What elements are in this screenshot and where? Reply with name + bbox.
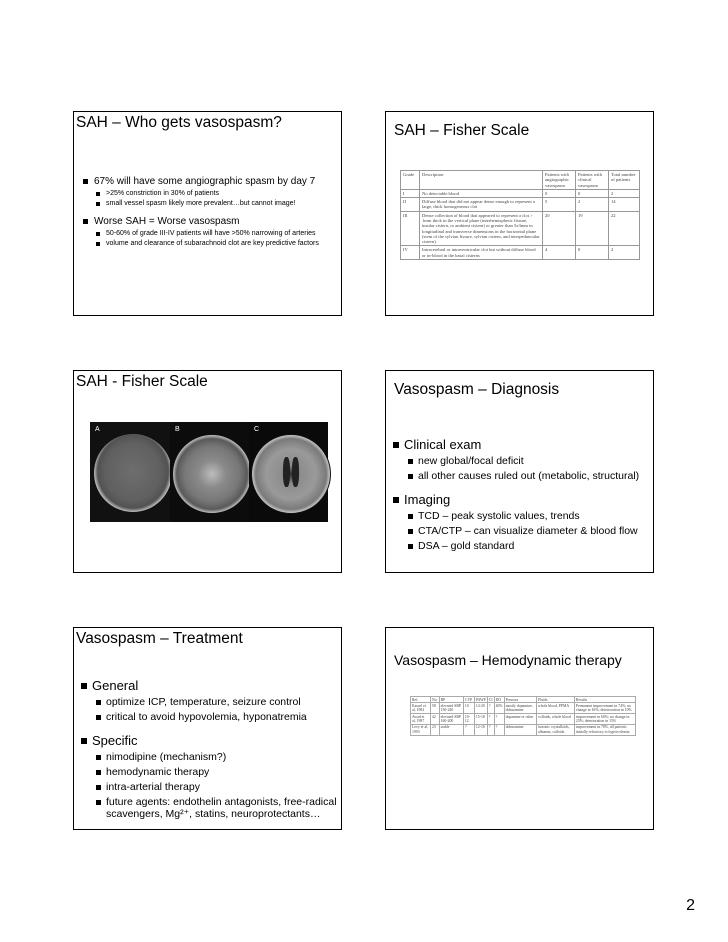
- table-cell: 20: [543, 211, 576, 246]
- table-header: Patients with angiographic vasospasm: [543, 171, 576, 190]
- table-cell: 0: [576, 189, 609, 197]
- table-header: Results: [574, 697, 635, 703]
- table-cell: ?: [463, 724, 474, 735]
- slide-4-bullet-clinical: Clinical exam: [390, 437, 649, 452]
- slide-1-title: SAH – Who gets vasospasm?: [76, 114, 282, 131]
- table-header: DO: [494, 697, 504, 703]
- table-cell: stable: [439, 724, 463, 735]
- table-cell: ?: [494, 714, 504, 725]
- slide-6-title: Vasospasm – Hemodynamic therapy: [394, 652, 622, 668]
- table-header: Grade: [401, 171, 420, 190]
- table-cell: Levy et al, 1993: [411, 724, 431, 735]
- slide-1-sub-1: >25% constriction in 30% of patients: [92, 190, 337, 197]
- table-cell: isotonic crystalloids, albumin, colloids: [537, 724, 575, 735]
- table-cell: 2: [576, 198, 609, 212]
- ct-image-a: [93, 433, 173, 513]
- table-cell: 14: [609, 198, 640, 212]
- table-cell: 12-16: [474, 724, 487, 735]
- table-cell: 5: [543, 198, 576, 212]
- slide-4-sub: CTA/CTP – can visualize diameter & blood flow: [404, 525, 649, 537]
- table-cell: 14-20: [474, 703, 487, 714]
- slide-5-sub: intra-arterial therapy: [92, 781, 337, 793]
- table-cell: 15-18: [474, 714, 487, 725]
- table-cell: 10: [463, 703, 474, 714]
- ct-image-b: [172, 434, 252, 514]
- table-cell: 42: [431, 714, 440, 725]
- slide-4: [385, 370, 654, 573]
- table-cell: 58: [431, 703, 440, 714]
- table-header: BP: [439, 697, 463, 703]
- table-header: No.: [432, 697, 438, 702]
- slide-5-sub: optimize ICP, temperature, seizure control: [92, 696, 337, 708]
- slide-5-bullet-general: General: [78, 678, 337, 693]
- table-row: [401, 211, 640, 246]
- slide-1-sub-3: 50-60% of grade III-IV patients will have >50% narrowing of arteries: [92, 230, 337, 237]
- table-row: [401, 246, 640, 260]
- table-header: Description: [420, 171, 543, 190]
- table-row: [411, 714, 636, 725]
- table-cell: 2: [609, 189, 640, 197]
- table-header: Patients with clinical vasospasm: [576, 171, 609, 190]
- slide-2: [385, 111, 654, 316]
- table-cell: No detectable blood: [420, 189, 543, 197]
- table-cell: colloids, whole blood: [537, 714, 575, 725]
- table-cell: improvement in 78%, all patients initially refractory to hypervolemia: [574, 724, 635, 735]
- table-header: Total number of patients: [609, 171, 640, 190]
- slide-1-bullet-1: 67% will have some angiographic spasm by day 7: [80, 176, 337, 187]
- table-cell: Kassel et al, 1982: [411, 703, 431, 714]
- slide-1-sub-2: small vessel spasm likely more prevalent…but cannot image!: [92, 200, 337, 207]
- slide-4-sub: DSA – gold standard: [404, 540, 649, 552]
- table-cell: whole blood, PPMA: [537, 703, 575, 714]
- slide-1: [73, 111, 342, 316]
- table-cell: Intracerebral or intraventricular clot but without diffuse blood or in-blood in the basal cisterns: [420, 246, 543, 260]
- slide-5: [73, 627, 342, 830]
- table-cell: I: [401, 189, 420, 197]
- ventricle-shape: [283, 457, 290, 487]
- table-cell: mostly dopamine, dobutamine: [504, 703, 536, 714]
- slide-3: [73, 370, 342, 573]
- table-cell: 0: [576, 246, 609, 260]
- table-header: Fluids: [537, 697, 575, 703]
- table-cell: ?: [487, 703, 494, 714]
- table-cell: 4: [543, 246, 576, 260]
- ct-image-c: [251, 434, 331, 514]
- slide-1-sub-4: volume and clearance of subarachnoid clot are key predictive factors: [92, 240, 337, 247]
- table-cell: 10-12: [463, 714, 474, 725]
- slide-5-bullet-specific: Specific: [78, 733, 337, 748]
- ventricle-shape: [292, 457, 299, 487]
- table-cell: 22: [609, 211, 640, 246]
- slide-1-bullet-2: Worse SAH = Worse vasospasm: [80, 216, 337, 227]
- slide-5-sub: critical to avoid hypovolemia, hyponatremia: [92, 711, 337, 723]
- slide-5-sub: nimodipine (mechanism?): [92, 751, 337, 763]
- table-cell: elevated SBP 150-240: [439, 703, 463, 714]
- page-number: 2: [686, 897, 695, 914]
- ct-panel-c: [249, 422, 328, 522]
- table-header: Pressors: [504, 697, 536, 703]
- ct-panel-label: B: [175, 426, 180, 433]
- ct-panel-label: A: [95, 426, 100, 433]
- table-cell: improvement in 60%; no change in 25%; deterioration in 15%: [574, 714, 635, 725]
- slide-2-title: SAH – Fisher Scale: [394, 122, 530, 139]
- hemodynamic-therapy-table: [410, 696, 636, 736]
- table-cell: ?: [494, 724, 504, 735]
- table-row: [411, 724, 636, 735]
- slide-4-bullet-imaging: Imaging: [390, 492, 649, 507]
- slide-4-sub: new global/focal deficit: [404, 455, 649, 467]
- table-cell: III: [401, 211, 420, 246]
- table-cell: ?: [487, 714, 494, 725]
- table-cell: IV: [401, 246, 420, 260]
- table-header: CVP: [463, 697, 474, 703]
- slide-4-title: Vasospasm – Diagnosis: [394, 381, 560, 398]
- table-cell: ?: [487, 724, 494, 735]
- table-row: [411, 703, 636, 714]
- slide-5-sub: hemodynamic therapy: [92, 766, 337, 778]
- ct-panel-b: [170, 422, 249, 522]
- table-cell: dobutamine: [504, 724, 536, 735]
- slide-4-sub: TCD – peak systolic values, trends: [404, 510, 649, 522]
- table-header: PAWP: [475, 697, 486, 702]
- slide-4-sub: all other causes ruled out (metabolic, structural): [404, 470, 649, 482]
- ct-panel-a: [90, 422, 170, 522]
- table-cell: Diffuse blood that did not appear dense enough to represent a large, thick homogeneous clot: [420, 198, 543, 212]
- table-header: Ref.: [411, 697, 431, 703]
- table-cell: Awad et al, 1987: [411, 714, 431, 725]
- slide-6: [385, 627, 654, 830]
- ct-panel-label: C: [254, 426, 260, 433]
- table-cell: II: [401, 198, 420, 212]
- slide-3-title: SAH - Fisher Scale: [76, 373, 208, 390]
- table-cell: 2: [609, 246, 640, 260]
- table-cell: elevated SBP 160-200: [439, 714, 463, 725]
- table-cell: 19: [576, 211, 609, 246]
- table-row: [401, 189, 640, 197]
- table-cell: 0: [543, 189, 576, 197]
- slide-5-sub: future agents: endothelin antagonists, free-radical scavengers, Mg²⁺, statins, neuroprotectants…: [92, 796, 337, 820]
- table-cell: dopamine or other: [504, 714, 536, 725]
- table-cell: 23: [431, 724, 440, 735]
- fisher-scale-table: [400, 170, 640, 260]
- table-cell: Dense collection of blood that appeared to represent a clot > 1mm thick in the vertical plane (interhemispheric fissure, insular cistern, or ambient cistern) or greater than 5x3mm in longitudinal and transverse dimensions in the horizontal plane (stem of the sylvian fissure, sylvian cistern, and interpeduncular cistern): [420, 211, 543, 246]
- ct-scan-figure: [90, 422, 328, 522]
- table-cell: Permanent improvement in 74%; no change in 16%; deterioration in 10%: [574, 703, 635, 714]
- slide-5-title: Vasospasm – Treatment: [76, 630, 243, 647]
- table-cell: 40%: [494, 703, 504, 714]
- table-header-row: [401, 171, 640, 190]
- table-header: CI: [488, 697, 493, 702]
- table-row: [401, 198, 640, 212]
